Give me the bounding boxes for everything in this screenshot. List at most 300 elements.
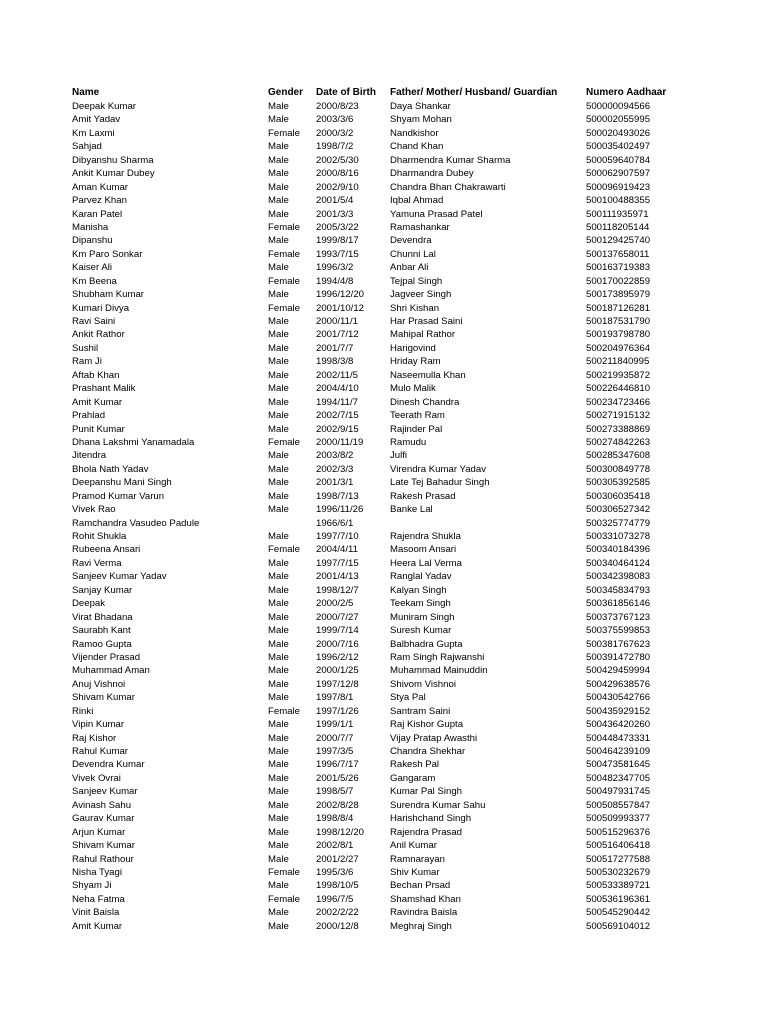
cell-name: Ankit Kumar Dubey bbox=[72, 168, 155, 180]
cell-guardian: Chandra Shekhar bbox=[390, 746, 466, 757]
table-row bbox=[0, 651, 768, 664]
cell-date-of-birth: 2000/2/5 bbox=[316, 598, 354, 610]
cell-gender: Male bbox=[268, 141, 289, 153]
cell-date-of-birth: 1999/7/14 bbox=[316, 625, 359, 637]
column-header-aadhaar-number: Numero Aadhaar bbox=[586, 87, 667, 98]
table-row bbox=[0, 638, 768, 651]
cell-aadhaar-number: 500129425740 bbox=[586, 235, 651, 247]
cell-aadhaar-number: 500435929152 bbox=[586, 705, 651, 717]
cell-guardian: Shiv Kumar bbox=[390, 866, 440, 878]
cell-gender: Male bbox=[268, 101, 289, 112]
cell-gender: Female bbox=[268, 127, 300, 139]
cell-guardian: Teekam Singh bbox=[390, 598, 451, 610]
cell-date-of-birth: 2002/7/15 bbox=[316, 410, 359, 422]
table-row bbox=[0, 382, 768, 395]
cell-guardian: Rajendra Prasad bbox=[390, 826, 462, 838]
cell-name: Bhola Nath Yadav bbox=[72, 463, 149, 475]
cell-guardian: Virendra Kumar Yadav bbox=[390, 463, 486, 475]
table-row bbox=[0, 275, 768, 288]
cell-name: Aman Kumar bbox=[72, 181, 128, 193]
cell-name: Karan Patel bbox=[72, 208, 123, 220]
table-row bbox=[0, 355, 768, 368]
cell-date-of-birth: 1997/8/1 bbox=[316, 692, 354, 704]
cell-guardian: Harigovind bbox=[390, 342, 436, 354]
cell-aadhaar-number: 500163719383 bbox=[586, 262, 651, 274]
cell-aadhaar-number: 500509993377 bbox=[586, 813, 651, 825]
cell-guardian: Raj Kishor Gupta bbox=[390, 719, 464, 731]
cell-gender: Male bbox=[268, 853, 289, 865]
cell-guardian: Shivom Vishnoi bbox=[390, 678, 456, 690]
cell-aadhaar-number: 500373767123 bbox=[586, 611, 651, 623]
cell-name: Kaiser Ali bbox=[72, 262, 112, 274]
cell-guardian: Dinesh Chandra bbox=[390, 396, 460, 408]
cell-aadhaar-number: 500429459994 bbox=[586, 665, 651, 677]
cell-name: Ravi Saini bbox=[72, 316, 116, 327]
cell-gender: Male bbox=[268, 638, 289, 650]
cell-guardian: Masoom Ansari bbox=[390, 544, 457, 556]
table-row bbox=[0, 181, 768, 194]
cell-aadhaar-number: 500331073278 bbox=[586, 531, 651, 542]
cell-date-of-birth: 1994/11/7 bbox=[316, 396, 358, 408]
table-row bbox=[0, 772, 768, 785]
cell-date-of-birth: 1997/3/5 bbox=[316, 746, 354, 757]
cell-aadhaar-number: 500273388869 bbox=[586, 423, 651, 435]
cell-aadhaar-number: 500274842263 bbox=[586, 436, 651, 448]
table-row bbox=[0, 234, 768, 247]
cell-name: Dipanshu bbox=[72, 235, 113, 247]
cell-gender: Male bbox=[268, 746, 289, 757]
cell-gender: Male bbox=[268, 463, 289, 475]
cell-gender: Female bbox=[268, 705, 300, 717]
cell-aadhaar-number: 500448473331 bbox=[586, 732, 651, 744]
cell-name: Amit Kumar bbox=[72, 396, 123, 408]
cell-date-of-birth: 1994/4/8 bbox=[316, 275, 354, 287]
cell-aadhaar-number: 500391472780 bbox=[586, 651, 651, 663]
cell-guardian: Chand Khan bbox=[390, 141, 444, 153]
cell-aadhaar-number: 500340464124 bbox=[586, 557, 651, 569]
cell-date-of-birth: 2001/7/7 bbox=[316, 342, 354, 354]
cell-gender: Female bbox=[268, 221, 300, 233]
cell-date-of-birth: 1997/7/10 bbox=[316, 531, 359, 542]
cell-name: Parvez Khan bbox=[72, 195, 127, 207]
cell-guardian: Muhammad Mainuddin bbox=[390, 665, 488, 677]
table-row bbox=[0, 691, 768, 704]
cell-date-of-birth: 2002/8/1 bbox=[316, 840, 354, 852]
table-row bbox=[0, 557, 768, 570]
cell-gender: Male bbox=[268, 504, 289, 516]
cell-guardian: Banke Lal bbox=[390, 504, 433, 516]
cell-gender: Male bbox=[268, 584, 289, 596]
cell-aadhaar-number: 500204976364 bbox=[586, 342, 651, 354]
cell-date-of-birth: 2002/9/10 bbox=[316, 181, 359, 193]
cell-date-of-birth: 2000/7/27 bbox=[316, 611, 359, 623]
cell-gender: Male bbox=[268, 289, 289, 301]
table-row bbox=[0, 423, 768, 436]
cell-name: Ramchandra Vasudeo Padule bbox=[72, 517, 200, 529]
cell-guardian: Hriday Ram bbox=[390, 356, 441, 368]
cell-aadhaar-number: 500482347705 bbox=[586, 772, 651, 784]
cell-name: Prahlad bbox=[72, 410, 106, 422]
cell-aadhaar-number: 500508557847 bbox=[586, 799, 651, 811]
cell-date-of-birth: 1996/3/2 bbox=[316, 262, 354, 274]
cell-gender: Female bbox=[268, 248, 300, 260]
table-row bbox=[0, 624, 768, 637]
column-header-guardian: Father/ Mother/ Husband/ Guardian bbox=[390, 87, 558, 98]
cell-guardian: Dharmendra Kumar Sharma bbox=[390, 154, 511, 166]
cell-guardian: Har Prasad Saini bbox=[390, 316, 463, 327]
cell-aadhaar-number: 500515296376 bbox=[586, 826, 651, 838]
table-row bbox=[0, 718, 768, 731]
cell-name: Rahul Rathour bbox=[72, 853, 134, 865]
cell-aadhaar-number: 500536196361 bbox=[586, 893, 651, 905]
cell-gender: Male bbox=[268, 557, 289, 569]
cell-name: Rohit Shukla bbox=[72, 531, 127, 542]
cell-name: Saurabh Kant bbox=[72, 625, 131, 637]
cell-aadhaar-number: 500306527342 bbox=[586, 504, 651, 516]
cell-aadhaar-number: 500300849778 bbox=[586, 463, 651, 475]
cell-aadhaar-number: 500035402497 bbox=[586, 141, 651, 153]
cell-name: Prashant Malik bbox=[72, 383, 136, 395]
cell-name: Devendra Kumar bbox=[72, 759, 145, 771]
cell-guardian: Stya Pal bbox=[390, 692, 426, 704]
cell-guardian: Ramnarayan bbox=[390, 853, 445, 865]
cell-aadhaar-number: 500100488355 bbox=[586, 195, 651, 207]
cell-date-of-birth: 1998/12/7 bbox=[316, 584, 359, 596]
cell-gender: Male bbox=[268, 880, 289, 892]
cell-aadhaar-number: 500345834793 bbox=[586, 584, 651, 596]
table-row bbox=[0, 342, 768, 355]
cell-date-of-birth: 2001/5/26 bbox=[316, 772, 359, 784]
column-header-date-of-birth: Date of Birth bbox=[316, 87, 376, 98]
table-row bbox=[0, 906, 768, 919]
cell-gender: Male bbox=[268, 732, 289, 744]
cell-name: Jitendra bbox=[72, 450, 107, 462]
cell-date-of-birth: 2002/9/15 bbox=[316, 423, 359, 435]
cell-gender: Female bbox=[268, 275, 300, 287]
table-row bbox=[0, 315, 768, 328]
cell-name: Muhammad Aman bbox=[72, 665, 150, 677]
cell-name: Avinash Sahu bbox=[72, 799, 132, 811]
table-row bbox=[0, 664, 768, 677]
cell-gender: Male bbox=[268, 154, 289, 166]
cell-guardian: Jagveer Singh bbox=[390, 289, 452, 301]
cell-date-of-birth: 2000/11/1 bbox=[316, 316, 358, 327]
cell-date-of-birth: 1998/7/13 bbox=[316, 490, 359, 502]
cell-name: Deepak Kumar bbox=[72, 101, 136, 112]
column-header-name: Name bbox=[72, 87, 100, 98]
cell-gender: Male bbox=[268, 208, 289, 220]
table-row bbox=[0, 893, 768, 906]
cell-guardian: Ramudu bbox=[390, 436, 427, 448]
table-row bbox=[0, 167, 768, 180]
table-row bbox=[0, 826, 768, 839]
cell-aadhaar-number: 500306035418 bbox=[586, 490, 651, 502]
cell-gender: Male bbox=[268, 423, 289, 435]
cell-guardian: Ramashankar bbox=[390, 221, 450, 233]
cell-name: Punit Kumar bbox=[72, 423, 125, 435]
cell-guardian: Heera Lal Verma bbox=[390, 557, 462, 569]
cell-aadhaar-number: 500285347608 bbox=[586, 450, 651, 462]
cell-name: Ankit Rathor bbox=[72, 329, 125, 341]
cell-name: Dhana Lakshmi Yanamadala bbox=[72, 436, 195, 448]
cell-guardian: Ranglal Yadav bbox=[390, 571, 452, 583]
cell-date-of-birth: 1999/8/17 bbox=[316, 235, 359, 247]
cell-aadhaar-number: 500059640784 bbox=[586, 154, 651, 166]
cell-aadhaar-number: 500473581645 bbox=[586, 759, 651, 771]
cell-name: Shivam Kumar bbox=[72, 840, 135, 852]
cell-name: Amit Yadav bbox=[72, 114, 121, 126]
column-header-gender: Gender bbox=[268, 87, 304, 98]
cell-gender: Male bbox=[268, 410, 289, 422]
cell-gender: Male bbox=[268, 262, 289, 274]
table-row bbox=[0, 839, 768, 852]
table-row bbox=[0, 517, 768, 530]
cell-gender: Male bbox=[268, 651, 289, 663]
cell-date-of-birth: 2000/3/2 bbox=[316, 127, 354, 139]
table-row bbox=[0, 490, 768, 503]
cell-name: Vinit Baisla bbox=[72, 907, 120, 919]
table-row bbox=[0, 705, 768, 718]
cell-date-of-birth: 2002/5/30 bbox=[316, 154, 359, 166]
cell-gender: Male bbox=[268, 786, 289, 798]
cell-name: Gaurav Kumar bbox=[72, 813, 135, 825]
cell-aadhaar-number: 500530232679 bbox=[586, 866, 651, 878]
cell-gender: Male bbox=[268, 450, 289, 462]
table-row bbox=[0, 208, 768, 221]
cell-name: Virat Bhadana bbox=[72, 611, 133, 623]
cell-gender: Male bbox=[268, 531, 289, 542]
table-row bbox=[0, 396, 768, 409]
cell-name: Shivam Kumar bbox=[72, 692, 135, 704]
cell-date-of-birth: 1993/7/15 bbox=[316, 248, 359, 260]
table-header-row bbox=[0, 86, 768, 100]
cell-guardian: Late Tej Bahadur Singh bbox=[390, 477, 490, 489]
cell-gender: Male bbox=[268, 719, 289, 731]
cell-name: Sanjeev Kumar bbox=[72, 786, 138, 798]
cell-aadhaar-number: 500118205144 bbox=[586, 221, 650, 233]
cell-name: Deepanshu Mani Singh bbox=[72, 477, 172, 489]
cell-gender: Male bbox=[268, 625, 289, 637]
cell-gender: Male bbox=[268, 235, 289, 247]
cell-guardian: Ravindra Baisla bbox=[390, 907, 458, 919]
cell-name: Km Laxmi bbox=[72, 127, 115, 139]
table-row bbox=[0, 140, 768, 153]
cell-aadhaar-number: 500271915132 bbox=[586, 410, 651, 422]
cell-guardian: Anil Kumar bbox=[390, 840, 437, 852]
cell-guardian: Rajendra Shukla bbox=[390, 531, 461, 542]
cell-guardian: Chandra Bhan Chakrawarti bbox=[390, 181, 506, 193]
cell-name: Vivek Ovrai bbox=[72, 772, 121, 784]
cell-name: Vivek Rao bbox=[72, 504, 116, 516]
cell-gender: Male bbox=[268, 813, 289, 825]
cell-name: Pramod Kumar Varun bbox=[72, 490, 165, 502]
cell-date-of-birth: 1995/3/6 bbox=[316, 866, 354, 878]
cell-name: Ravi Verma bbox=[72, 557, 122, 569]
cell-date-of-birth: 2000/12/8 bbox=[316, 920, 359, 932]
cell-aadhaar-number: 500211840995 bbox=[586, 356, 650, 368]
table-row bbox=[0, 879, 768, 892]
cell-date-of-birth: 1996/2/12 bbox=[316, 651, 359, 663]
cell-aadhaar-number: 500429638576 bbox=[586, 678, 651, 690]
cell-gender: Male bbox=[268, 168, 289, 180]
cell-aadhaar-number: 500170022859 bbox=[586, 275, 651, 287]
table-row bbox=[0, 611, 768, 624]
cell-guardian: Chunni Lal bbox=[390, 248, 436, 260]
table-row bbox=[0, 920, 768, 933]
cell-guardian: Teerath Ram bbox=[390, 410, 445, 422]
cell-aadhaar-number: 500464239109 bbox=[586, 746, 651, 757]
cell-date-of-birth: 1997/1/26 bbox=[316, 705, 359, 717]
table-row bbox=[0, 221, 768, 234]
cell-date-of-birth: 2001/5/4 bbox=[316, 195, 354, 207]
table-row bbox=[0, 476, 768, 489]
cell-date-of-birth: 2004/4/11 bbox=[316, 544, 358, 556]
cell-guardian: Anbar Ali bbox=[390, 262, 429, 274]
cell-date-of-birth: 2002/3/3 bbox=[316, 463, 354, 475]
cell-gender: Male bbox=[268, 114, 289, 126]
cell-gender: Female bbox=[268, 302, 300, 314]
cell-guardian: Santram Saini bbox=[390, 705, 451, 717]
cell-aadhaar-number: 500234723466 bbox=[586, 396, 651, 408]
cell-date-of-birth: 2000/8/16 bbox=[316, 168, 359, 180]
cell-date-of-birth: 2001/3/3 bbox=[316, 208, 354, 220]
cell-aadhaar-number: 500111935971 bbox=[586, 208, 649, 220]
cell-guardian: Devendra bbox=[390, 235, 432, 247]
table-row bbox=[0, 288, 768, 301]
table-row bbox=[0, 799, 768, 812]
table-row bbox=[0, 369, 768, 382]
cell-gender: Male bbox=[268, 759, 289, 771]
cell-name: Kumari Divya bbox=[72, 302, 130, 314]
cell-gender: Male bbox=[268, 477, 289, 489]
cell-aadhaar-number: 500219935872 bbox=[586, 369, 651, 381]
cell-guardian: Ram Singh Rajwanshi bbox=[390, 651, 485, 663]
cell-aadhaar-number: 500533389721 bbox=[586, 880, 651, 892]
cell-aadhaar-number: 500497931745 bbox=[586, 786, 651, 798]
cell-guardian: Naseemulla Khan bbox=[390, 369, 466, 381]
cell-guardian: Julfi bbox=[390, 450, 408, 462]
cell-date-of-birth: 1966/6/1 bbox=[316, 517, 354, 529]
cell-name: Rahul Kumar bbox=[72, 746, 128, 757]
cell-gender: Male bbox=[268, 772, 289, 784]
cell-aadhaar-number: 500096919423 bbox=[586, 181, 651, 193]
cell-name: Ram Ji bbox=[72, 356, 102, 368]
cell-date-of-birth: 2002/11/5 bbox=[316, 369, 358, 381]
cell-guardian: Kalyan Singh bbox=[390, 584, 447, 596]
table-row bbox=[0, 100, 768, 113]
table-row bbox=[0, 261, 768, 274]
cell-guardian: Shamshad Khan bbox=[390, 893, 461, 905]
cell-date-of-birth: 2002/2/22 bbox=[316, 907, 359, 919]
cell-name: Vijender Prasad bbox=[72, 651, 141, 663]
cell-name: Shyam Ji bbox=[72, 880, 112, 892]
cell-name: Km Beena bbox=[72, 275, 117, 287]
cell-gender: Male bbox=[268, 598, 289, 610]
cell-date-of-birth: 1998/7/2 bbox=[316, 141, 354, 153]
table-row bbox=[0, 758, 768, 771]
cell-name: Vipin Kumar bbox=[72, 719, 125, 731]
cell-guardian: Suresh Kumar bbox=[390, 625, 452, 637]
cell-name: Aftab Khan bbox=[72, 369, 120, 381]
cell-name: Amit Kumar bbox=[72, 920, 123, 932]
cell-name: Sushil bbox=[72, 342, 99, 354]
cell-gender: Male bbox=[268, 678, 289, 690]
cell-gender: Male bbox=[268, 195, 289, 207]
cell-date-of-birth: 2001/2/27 bbox=[316, 853, 359, 865]
cell-date-of-birth: 2003/8/2 bbox=[316, 450, 354, 462]
cell-gender: Female bbox=[268, 893, 300, 905]
cell-date-of-birth: 1997/7/15 bbox=[316, 557, 359, 569]
cell-gender: Female bbox=[268, 436, 300, 448]
cell-aadhaar-number: 500187126281 bbox=[586, 302, 651, 314]
cell-guardian: Kumar Pal Singh bbox=[390, 786, 462, 798]
table-row bbox=[0, 503, 768, 516]
cell-gender: Male bbox=[268, 181, 289, 193]
cell-date-of-birth: 2001/4/13 bbox=[316, 571, 359, 583]
cell-name: Arjun Kumar bbox=[72, 826, 126, 838]
table-row bbox=[0, 302, 768, 315]
cell-guardian: Yamuna Prasad Patel bbox=[390, 208, 483, 220]
cell-aadhaar-number: 500193798780 bbox=[586, 329, 651, 341]
cell-name: Raj Kishor bbox=[72, 732, 117, 744]
cell-aadhaar-number: 500002055995 bbox=[586, 114, 651, 126]
cell-aadhaar-number: 500187531790 bbox=[586, 316, 651, 327]
table-body bbox=[0, 100, 768, 933]
aadhaar-records-table bbox=[0, 86, 768, 933]
cell-gender: Female bbox=[268, 544, 300, 556]
cell-gender: Male bbox=[268, 840, 289, 852]
cell-name: Nisha Tyagi bbox=[72, 866, 122, 878]
cell-guardian: Nandkishor bbox=[390, 127, 439, 139]
cell-guardian: Rakesh Pal bbox=[390, 759, 440, 771]
table-row bbox=[0, 570, 768, 583]
cell-gender: Male bbox=[268, 342, 289, 354]
table-row bbox=[0, 127, 768, 140]
cell-date-of-birth: 1996/11/26 bbox=[316, 504, 364, 516]
table-row bbox=[0, 194, 768, 207]
cell-date-of-birth: 1999/1/1 bbox=[316, 719, 354, 731]
cell-gender: Male bbox=[268, 611, 289, 623]
cell-date-of-birth: 1996/7/17 bbox=[316, 759, 359, 771]
cell-aadhaar-number: 500436420260 bbox=[586, 719, 651, 731]
cell-aadhaar-number: 500137658011 bbox=[586, 248, 650, 260]
cell-guardian: Harishchand Singh bbox=[390, 813, 472, 825]
cell-aadhaar-number: 500381767623 bbox=[586, 638, 651, 650]
cell-gender: Male bbox=[268, 316, 289, 327]
cell-guardian: Meghraj Singh bbox=[390, 920, 452, 932]
cell-date-of-birth: 2001/7/12 bbox=[316, 329, 359, 341]
cell-date-of-birth: 2000/7/16 bbox=[316, 638, 359, 650]
cell-gender: Male bbox=[268, 907, 289, 919]
table-row bbox=[0, 785, 768, 798]
cell-name: Neha Fatma bbox=[72, 893, 125, 905]
cell-date-of-birth: 2003/3/6 bbox=[316, 114, 354, 126]
cell-name: Sanjeev Kumar Yadav bbox=[72, 571, 167, 583]
cell-guardian: Bechan Prsad bbox=[390, 880, 451, 892]
cell-date-of-birth: 1998/12/20 bbox=[316, 826, 365, 838]
cell-date-of-birth: 2002/8/28 bbox=[316, 799, 359, 811]
cell-guardian: Balbhadra Gupta bbox=[390, 638, 463, 650]
cell-name: Ramoo Gupta bbox=[72, 638, 132, 650]
cell-gender: Male bbox=[268, 356, 289, 368]
cell-gender: Female bbox=[268, 866, 300, 878]
cell-aadhaar-number: 500569104012 bbox=[586, 920, 651, 932]
cell-aadhaar-number: 500516406418 bbox=[586, 840, 651, 852]
table-row bbox=[0, 449, 768, 462]
table-row bbox=[0, 745, 768, 758]
cell-aadhaar-number: 500020493026 bbox=[586, 127, 651, 139]
cell-gender: Male bbox=[268, 692, 289, 704]
